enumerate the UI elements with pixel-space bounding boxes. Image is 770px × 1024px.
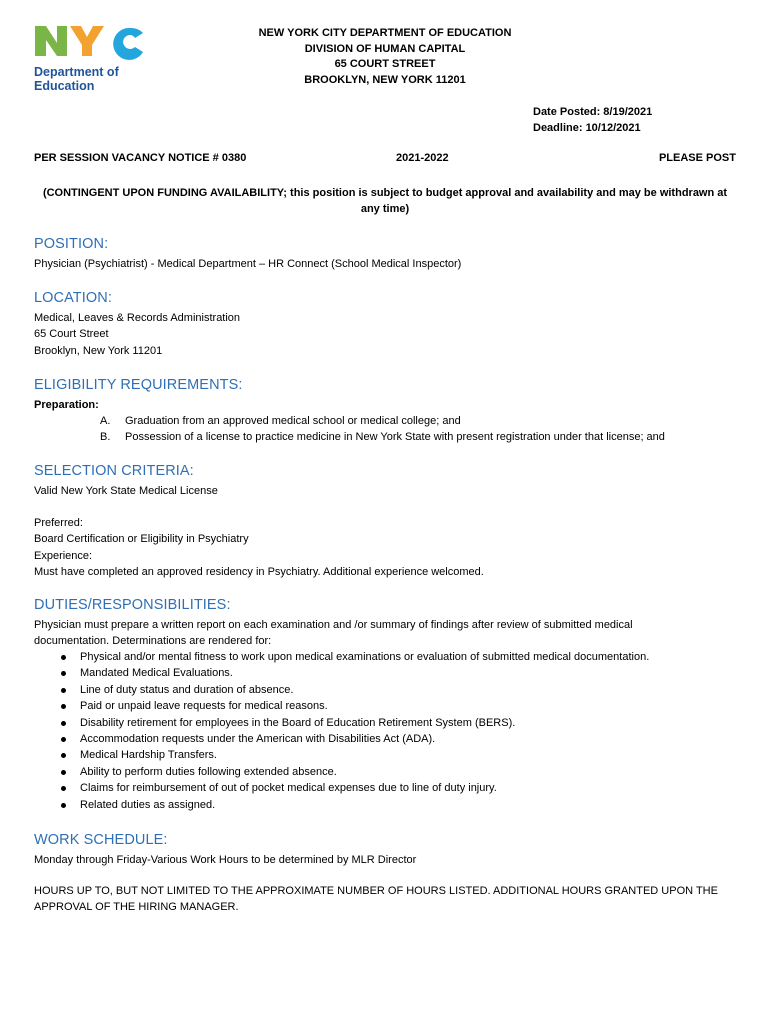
- bullet-icon: [61, 688, 66, 693]
- section-title-selection: SELECTION CRITERIA:: [34, 463, 194, 479]
- org-line: NEW YORK CITY DEPARTMENT OF EDUCATION: [258, 27, 512, 39]
- list-item: Mandated Medical Evaluations.: [58, 665, 649, 681]
- duties-list: [58, 649, 649, 813]
- school-year: 2021-2022: [396, 152, 449, 164]
- bullet-icon: [61, 655, 66, 660]
- posting-dates: [533, 104, 652, 136]
- list-item: Line of duty status and duration of absence.: [58, 682, 649, 698]
- list-item: Medical Hardship Transfers.: [58, 747, 649, 763]
- bullet-icon: [61, 704, 66, 709]
- date-posted: Date Posted: 8/19/2021: [533, 106, 653, 118]
- preparation-label: Preparation:: [34, 399, 99, 411]
- schedule-hours: HOURS UP TO, BUT NOT LIMITED TO THE APPROXIMATE NUMBER OF HOURS LISTED. ADDITIONAL HOURS GRANTED UPON THE APPROVAL OF THE HIRING MANAGER.: [34, 885, 718, 914]
- duties-intro: Physician must prepare a written report on each examination and /or summary of findings after review of submitted medical documentation. Determinations are rendered for:: [34, 619, 633, 648]
- list-item: Claims for reimbursement of out of pocket medical expenses due to line of duty injury.: [58, 780, 649, 796]
- list-item: B. Possession of a license to practice medicine in New York State with present registration under that license; and: [100, 431, 665, 444]
- selection-license: Valid New York State Medical License: [34, 485, 218, 497]
- list-item: Physical and/or mental fitness to work upon medical examinations or evaluation of submitted medical documentation.: [58, 649, 649, 665]
- notice-row: [34, 151, 736, 167]
- section-title-duties: DUTIES/RESPONSIBILITIES:: [34, 597, 231, 613]
- nyc-doe-logo: [34, 24, 149, 96]
- logo-line1: Department of: [34, 65, 119, 79]
- bullet-icon: [61, 770, 66, 775]
- section-title-eligibility: ELIGIBILITY REQUIREMENTS:: [34, 377, 243, 393]
- section-title-position: POSITION:: [34, 236, 109, 252]
- list-item: Accommodation requests under the American with Disabilities Act (ADA).: [58, 731, 649, 747]
- list-item: Paid or unpaid leave requests for medical reasons.: [58, 698, 649, 714]
- bullet-icon: [61, 737, 66, 742]
- list-item: Disability retirement for employees in the Board of Education Retirement System (BERS).: [58, 715, 649, 731]
- bullet-icon: [61, 671, 66, 676]
- position-text: Physician (Psychiatrist) - Medical Department – HR Connect (School Medical Inspector): [34, 258, 462, 270]
- org-line: BROOKLYN, NEW YORK 11201: [304, 73, 466, 86]
- organization-header: [180, 26, 590, 88]
- bullet-icon: [61, 753, 66, 758]
- org-line: DIVISION OF HUMAN CAPITAL: [304, 42, 466, 55]
- list-item: Related duties as assigned.: [58, 797, 649, 813]
- eligibility-list: [100, 413, 665, 446]
- selection-preferred: Preferred: Board Certification or Eligibility in Psychiatry Experience: Must have completed an approved residency in Psychiatry. Additional experience welcomed.: [34, 517, 484, 578]
- list-item: A. Graduation from an approved medical school or medical college; and: [100, 415, 461, 427]
- please-post: PLEASE POST: [658, 152, 736, 164]
- contingent-notice: (CONTINGENT UPON FUNDING AVAILABILITY; this position is subject to budget approval and availability and may be withdrawn at any time): [42, 187, 728, 215]
- vacancy-notice-number: PER SESSION VACANCY NOTICE # 0380: [34, 152, 247, 164]
- list-item: Ability to perform duties following extended absence.: [58, 764, 649, 780]
- schedule-text: Monday through Friday-Various Work Hours to be determined by MLR Director: [34, 854, 417, 866]
- bullet-icon: [61, 803, 66, 808]
- section-title-schedule: WORK SCHEDULE:: [34, 832, 168, 848]
- section-title-location: LOCATION:: [34, 290, 112, 306]
- deadline: Deadline: 10/12/2021: [533, 122, 641, 134]
- bullet-icon: [61, 786, 66, 791]
- logo-line2: Education: [34, 79, 95, 93]
- location-address: Medical, Leaves & Records Administration 65 Court Street Brooklyn, New York 11201: [34, 312, 241, 357]
- bullet-icon: [61, 721, 66, 726]
- org-line: 65 COURT STREET: [334, 58, 436, 70]
